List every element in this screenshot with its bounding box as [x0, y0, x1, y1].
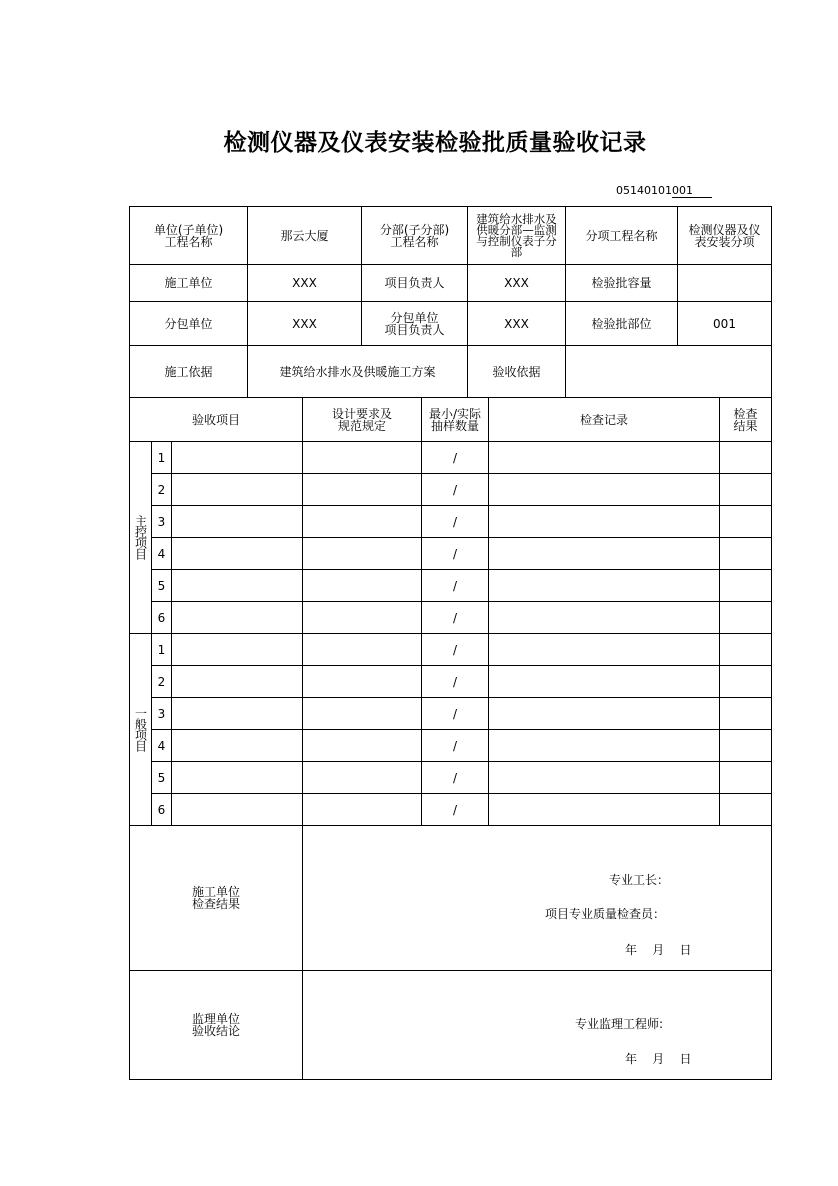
- sample-cell[interactable]: /: [422, 794, 489, 826]
- supervision-engineer-label: 专业监理工程师:: [575, 1017, 664, 1031]
- form-code: [616, 184, 712, 198]
- design-cell[interactable]: [303, 442, 422, 474]
- form-code-suffix: 001: [672, 184, 712, 198]
- record-cell[interactable]: [489, 634, 720, 666]
- item-cell[interactable]: [172, 538, 303, 570]
- record-cell[interactable]: [489, 666, 720, 698]
- item-cell[interactable]: [172, 666, 303, 698]
- row-number: 2: [152, 666, 172, 698]
- sample-cell[interactable]: /: [422, 762, 489, 794]
- sample-cell[interactable]: /: [422, 698, 489, 730]
- group-main-control: [130, 442, 152, 634]
- result-cell[interactable]: [720, 762, 772, 794]
- row-number: 4: [152, 538, 172, 570]
- item-cell[interactable]: [172, 570, 303, 602]
- acceptance-basis-value: [566, 346, 772, 398]
- item-cell[interactable]: [172, 634, 303, 666]
- quality-inspector-label: 项目专业质量检查员：: [545, 907, 666, 921]
- result-cell[interactable]: [720, 506, 772, 538]
- pm-label: 项目负责人: [362, 265, 468, 302]
- design-cell[interactable]: [303, 794, 422, 826]
- row-number: 5: [152, 762, 172, 794]
- record-cell[interactable]: [489, 506, 720, 538]
- contractor-label: 施工单位: [130, 265, 248, 302]
- record-cell[interactable]: [489, 794, 720, 826]
- sample-cell[interactable]: /: [422, 538, 489, 570]
- subcontractor-label: 分包单位: [130, 302, 248, 346]
- row-number: 6: [152, 602, 172, 634]
- items-table: [129, 397, 772, 826]
- design-cell[interactable]: [303, 474, 422, 506]
- row-number: 2: [152, 474, 172, 506]
- sample-cell[interactable]: /: [422, 474, 489, 506]
- result-cell[interactable]: [720, 698, 772, 730]
- supervision-label: 监理单位 验收结论: [130, 971, 303, 1080]
- result-cell[interactable]: [720, 730, 772, 762]
- subitem-label: 分项工程名称: [566, 207, 678, 265]
- sample-cell[interactable]: /: [422, 666, 489, 698]
- sample-cell[interactable]: /: [422, 570, 489, 602]
- group-main-control-label: 主控项目: [133, 514, 148, 559]
- batch-part-value: 001: [678, 302, 772, 346]
- sample-cell[interactable]: /: [422, 730, 489, 762]
- design-cell[interactable]: [303, 698, 422, 730]
- design-cell[interactable]: [303, 506, 422, 538]
- subcontractor-value: XXX: [248, 302, 362, 346]
- design-cell[interactable]: [303, 634, 422, 666]
- items-header-item: 验收项目: [130, 398, 303, 442]
- item-cell[interactable]: [172, 602, 303, 634]
- capacity-value: [678, 265, 772, 302]
- record-cell[interactable]: [489, 442, 720, 474]
- record-cell[interactable]: [489, 698, 720, 730]
- sample-cell[interactable]: /: [422, 602, 489, 634]
- sub-pm-label: 分包单位 项目负责人: [362, 302, 468, 346]
- division-value: 建筑给水排水及 供暖分部—监测 与控制仪表子分 部: [468, 207, 566, 265]
- item-cell[interactable]: [172, 474, 303, 506]
- items-header-sample: 最小/实际 抽样数量: [422, 398, 489, 442]
- unit-value: 那云大厦: [248, 207, 362, 265]
- design-cell[interactable]: [303, 602, 422, 634]
- group-general: [130, 634, 152, 826]
- form-code-prefix: 05140101: [616, 184, 672, 197]
- result-cell[interactable]: [720, 538, 772, 570]
- header-table: [129, 206, 772, 398]
- foreman-label: 专业工长：: [609, 873, 670, 887]
- design-cell[interactable]: [303, 762, 422, 794]
- items-header-design: 设计要求及 规范规定: [303, 398, 422, 442]
- result-cell[interactable]: [720, 570, 772, 602]
- result-cell[interactable]: [720, 602, 772, 634]
- record-cell[interactable]: [489, 570, 720, 602]
- sample-cell[interactable]: /: [422, 506, 489, 538]
- design-cell[interactable]: [303, 730, 422, 762]
- unit-label: 单位(子单位) 工程名称: [130, 207, 248, 265]
- sample-cell[interactable]: /: [422, 442, 489, 474]
- result-cell[interactable]: [720, 666, 772, 698]
- row-number: 1: [152, 634, 172, 666]
- sub-pm-value: XXX: [468, 302, 566, 346]
- item-cell[interactable]: [172, 794, 303, 826]
- group-general-label: 一般项目: [133, 706, 148, 751]
- signature-table: [129, 825, 772, 1080]
- result-cell[interactable]: [720, 442, 772, 474]
- result-cell[interactable]: [720, 474, 772, 506]
- contractor-value: XXX: [248, 265, 362, 302]
- record-cell[interactable]: [489, 730, 720, 762]
- row-number: 6: [152, 794, 172, 826]
- capacity-label: 检验批容量: [566, 265, 678, 302]
- item-cell[interactable]: [172, 506, 303, 538]
- design-cell[interactable]: [303, 538, 422, 570]
- construction-date: 年 月 日: [625, 943, 692, 957]
- item-cell[interactable]: [172, 762, 303, 794]
- subitem-value: 检测仪器及仪 表安装分项: [678, 207, 772, 265]
- items-header-record: 检查记录: [489, 398, 720, 442]
- construction-check-label: 施工单位 检查结果: [130, 826, 303, 971]
- document-title: 检测仪器及仪表安装检验批质量验收记录: [223, 129, 647, 156]
- supervision-date: 年 月 日: [625, 1052, 692, 1066]
- item-cell[interactable]: [172, 442, 303, 474]
- result-cell[interactable]: [720, 634, 772, 666]
- row-number: 3: [152, 506, 172, 538]
- acceptance-basis-label: 验收依据: [468, 346, 566, 398]
- result-cell[interactable]: [720, 794, 772, 826]
- basis-label: 施工依据: [130, 346, 248, 398]
- row-number: 4: [152, 730, 172, 762]
- record-cell[interactable]: [489, 762, 720, 794]
- record-cell[interactable]: [489, 474, 720, 506]
- row-number: 1: [152, 442, 172, 474]
- item-cell[interactable]: [172, 698, 303, 730]
- items-header-result: 检查 结果: [720, 398, 772, 442]
- record-cell[interactable]: [489, 538, 720, 570]
- sample-cell[interactable]: /: [422, 634, 489, 666]
- design-cell[interactable]: [303, 666, 422, 698]
- record-cell[interactable]: [489, 602, 720, 634]
- item-cell[interactable]: [172, 730, 303, 762]
- design-cell[interactable]: [303, 570, 422, 602]
- batch-part-label: 检验批部位: [566, 302, 678, 346]
- basis-value: 建筑给水排水及供暖施工方案: [248, 346, 468, 398]
- division-label: 分部(子分部) 工程名称: [362, 207, 468, 265]
- pm-value: XXX: [468, 265, 566, 302]
- supervision-area[interactable]: [303, 971, 772, 1080]
- row-number: 5: [152, 570, 172, 602]
- row-number: 3: [152, 698, 172, 730]
- construction-check-area[interactable]: [303, 826, 772, 971]
